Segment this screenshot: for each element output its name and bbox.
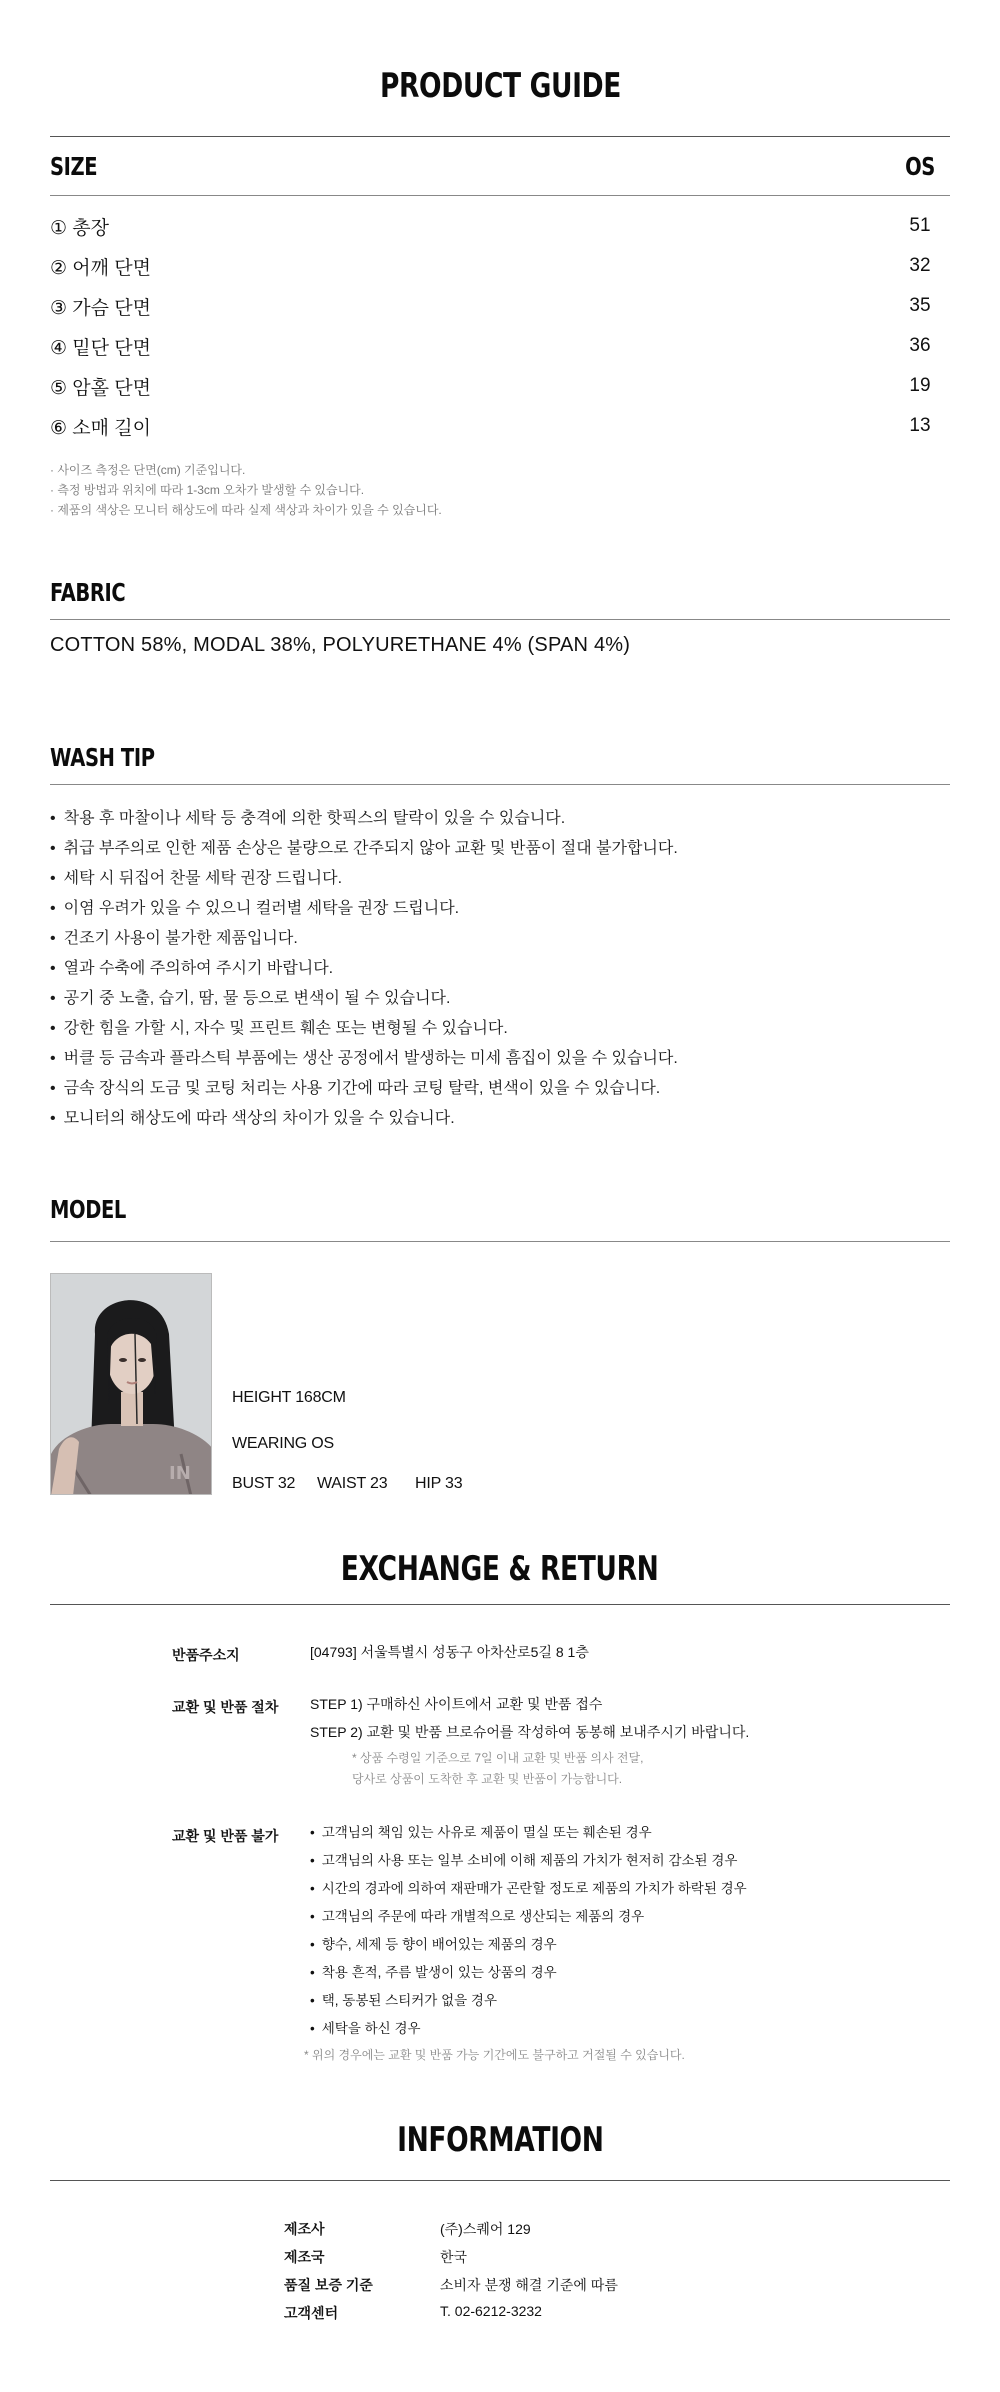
size-row [50, 326, 950, 366]
not-allowed-item: • 고객님의 책임 있는 사유로 제품이 멸실 또는 훼손된 경우 [310, 1819, 930, 1847]
not-allowed-item: • 착용 흔적, 주름 발생이 있는 상품의 경우 [310, 1959, 930, 1987]
information-value: T. 02-6212-3232 [440, 2303, 542, 2319]
fabric-composition: COTTON 58%, MODAL 38%, POLYURETHANE 4% (SPAN 4%) [50, 634, 631, 656]
size-row-label: ① 총장 [50, 217, 110, 239]
information-key: 품질 보증 기준 [284, 2277, 373, 2293]
divider [50, 784, 950, 785]
information-row [284, 2303, 884, 2331]
information-row [284, 2247, 884, 2275]
information-row [284, 2219, 884, 2247]
information-key: 제조국 [284, 2249, 325, 2265]
return-address: [04793] 서울특별시 성동구 아차산로5길 8 1층 [310, 1644, 589, 1660]
wash-tip-item: • 열과 수축에 주의하여 주시기 바랍니다. [50, 954, 678, 984]
wash-tip-item: • 공기 중 노출, 습기, 땀, 물 등으로 변색이 될 수 있습니다. [50, 984, 678, 1014]
exchange-step: STEP 1) 구매하신 사이트에서 교환 및 반품 접수 [310, 1696, 603, 1712]
information-value: 소비자 분쟁 해결 기준에 따름 [440, 2277, 618, 2293]
information-key: 제조사 [284, 2221, 325, 2237]
size-row-label: ② 어깨 단면 [50, 257, 152, 279]
model-waist: WAIST 23 [317, 1475, 388, 1492]
size-row-value: 35 [909, 295, 931, 316]
size-note: · 제품의 색상은 모니터 해상도에 따라 실제 색상과 차이가 있을 수 있습니다. [50, 503, 442, 517]
information-value: (주)스퀘어 129 [440, 2221, 531, 2237]
exchange-footnote: * 위의 경우에는 교환 및 반품 가능 기간에도 불구하고 거절될 수 있습니다. [304, 2048, 685, 2062]
exchange-process-steps [310, 1690, 930, 1790]
wash-tip-item: • 버클 등 금속과 플라스틱 부품에는 생산 공정에서 발생하는 미세 흠집이 있을 수 있습니다. [50, 1044, 678, 1074]
size-row-value: 32 [909, 255, 931, 276]
divider [50, 136, 950, 137]
size-row [50, 366, 950, 406]
size-note: · 사이즈 측정은 단면(cm) 기준입니다. [50, 463, 246, 477]
divider [50, 2180, 950, 2181]
wash-tip-item: • 강한 힘을 가할 시, 자수 및 프린트 훼손 또는 변형될 수 있습니다. [50, 1014, 678, 1044]
size-row-value: 13 [909, 415, 931, 436]
wash-tip-item: • 이염 우려가 있을 수 있으니 컬러별 세탁을 권장 드립니다. [50, 894, 678, 924]
exchange-not-allowed-label: 교환 및 반품 불가 [172, 1828, 279, 1844]
wash-tip-title: WASH TIP [50, 743, 155, 772]
size-row [50, 406, 950, 446]
size-row-label: ④ 밑단 단면 [50, 337, 152, 359]
size-row-value: 19 [909, 375, 931, 396]
information-key: 고객센터 [284, 2305, 339, 2321]
exchange-not-allowed-content [304, 1819, 930, 2069]
exchange-process-note: 당사로 상품이 도착한 후 교환 및 반품이 가능합니다. [352, 1772, 623, 1786]
not-allowed-item: • 향수, 세제 등 향이 배어있는 제품의 경우 [310, 1931, 930, 1959]
wash-tip-item: • 취급 부주의로 인한 제품 손상은 불량으로 간주되지 않아 교환 및 반품이 절대 불가합니다. [50, 834, 678, 864]
information-title: INFORMATION [396, 2120, 604, 2160]
exchange-process-label: 교환 및 반품 절차 [172, 1699, 279, 1715]
information-value: 한국 [440, 2249, 468, 2265]
exchange-not-allowed-list [310, 1819, 930, 2043]
not-allowed-item: • 시간의 경과에 의하여 재판매가 곤란할 정도로 제품의 가치가 하락된 경우 [310, 1875, 930, 1903]
wash-tip-item: • 모니터의 해상도에 따라 색상의 차이가 있을 수 있습니다. [50, 1104, 678, 1134]
wash-tip-item: • 금속 장식의 도금 및 코팅 처리는 사용 기간에 따라 코팅 탈락, 변색이 있을 수 있습니다. [50, 1074, 678, 1104]
information-row [284, 2275, 884, 2303]
size-row-label: ③ 가슴 단면 [50, 297, 152, 319]
size-column-os: OS [905, 152, 935, 181]
fabric-title: FABRIC [50, 578, 126, 607]
size-row-label: ⑥ 소매 길이 [50, 417, 152, 439]
model-hip: HIP 33 [415, 1475, 463, 1492]
size-row [50, 206, 950, 246]
size-row [50, 246, 950, 286]
not-allowed-item: • 고객님의 사용 또는 일부 소비에 이해 제품의 가치가 현저히 감소된 경우 [310, 1847, 930, 1875]
size-note: · 측정 방법과 위치에 따라 1-3cm 오차가 발생할 수 있습니다. [50, 483, 365, 497]
size-notes [50, 460, 442, 520]
model-photo [50, 1273, 212, 1495]
model-height: HEIGHT 168CM [232, 1389, 346, 1406]
model-wearing: WEARING OS [232, 1435, 335, 1452]
model-title: MODEL [50, 1195, 126, 1224]
not-allowed-item: • 세탁을 하신 경우 [310, 2015, 930, 2043]
exchange-return-title: EXCHANGE & RETURN [341, 1549, 659, 1589]
size-row-value: 36 [909, 335, 931, 356]
size-row [50, 286, 950, 326]
model-photo-image [51, 1274, 212, 1495]
wash-tip-item: • 건조기 사용이 불가한 제품입니다. [50, 924, 678, 954]
svg-text:IN: IN [169, 1463, 191, 1484]
divider [50, 1604, 950, 1605]
divider [50, 1241, 950, 1242]
divider [50, 195, 950, 196]
wash-tip-item: • 세탁 시 뒤집어 찬물 세탁 권장 드립니다. [50, 864, 678, 894]
wash-tip-item: • 착용 후 마찰이나 세탁 등 충격에 의한 핫픽스의 탈락이 있을 수 있습니다. [50, 804, 678, 834]
size-row-label: ⑤ 암홀 단면 [50, 377, 152, 399]
divider [50, 619, 950, 620]
product-guide-title: PRODUCT GUIDE [379, 66, 621, 106]
size-header: SIZE [50, 152, 98, 181]
not-allowed-item: • 택, 동봉된 스티커가 없을 경우 [310, 1987, 930, 2015]
size-row-value: 51 [909, 215, 931, 236]
exchange-process-note: * 상품 수령일 기준으로 7일 이내 교환 및 반품 의사 전달, [352, 1751, 644, 1765]
wash-tip-list [50, 804, 678, 1134]
model-bust: BUST 32 [232, 1475, 296, 1492]
not-allowed-item: • 고객님의 주문에 따라 개별적으로 생산되는 제품의 경우 [310, 1903, 930, 1931]
exchange-step: STEP 2) 교환 및 반품 브로슈어를 작성하여 동봉해 보내주시기 바랍니다. [310, 1724, 750, 1740]
return-address-label: 반품주소지 [172, 1647, 240, 1663]
